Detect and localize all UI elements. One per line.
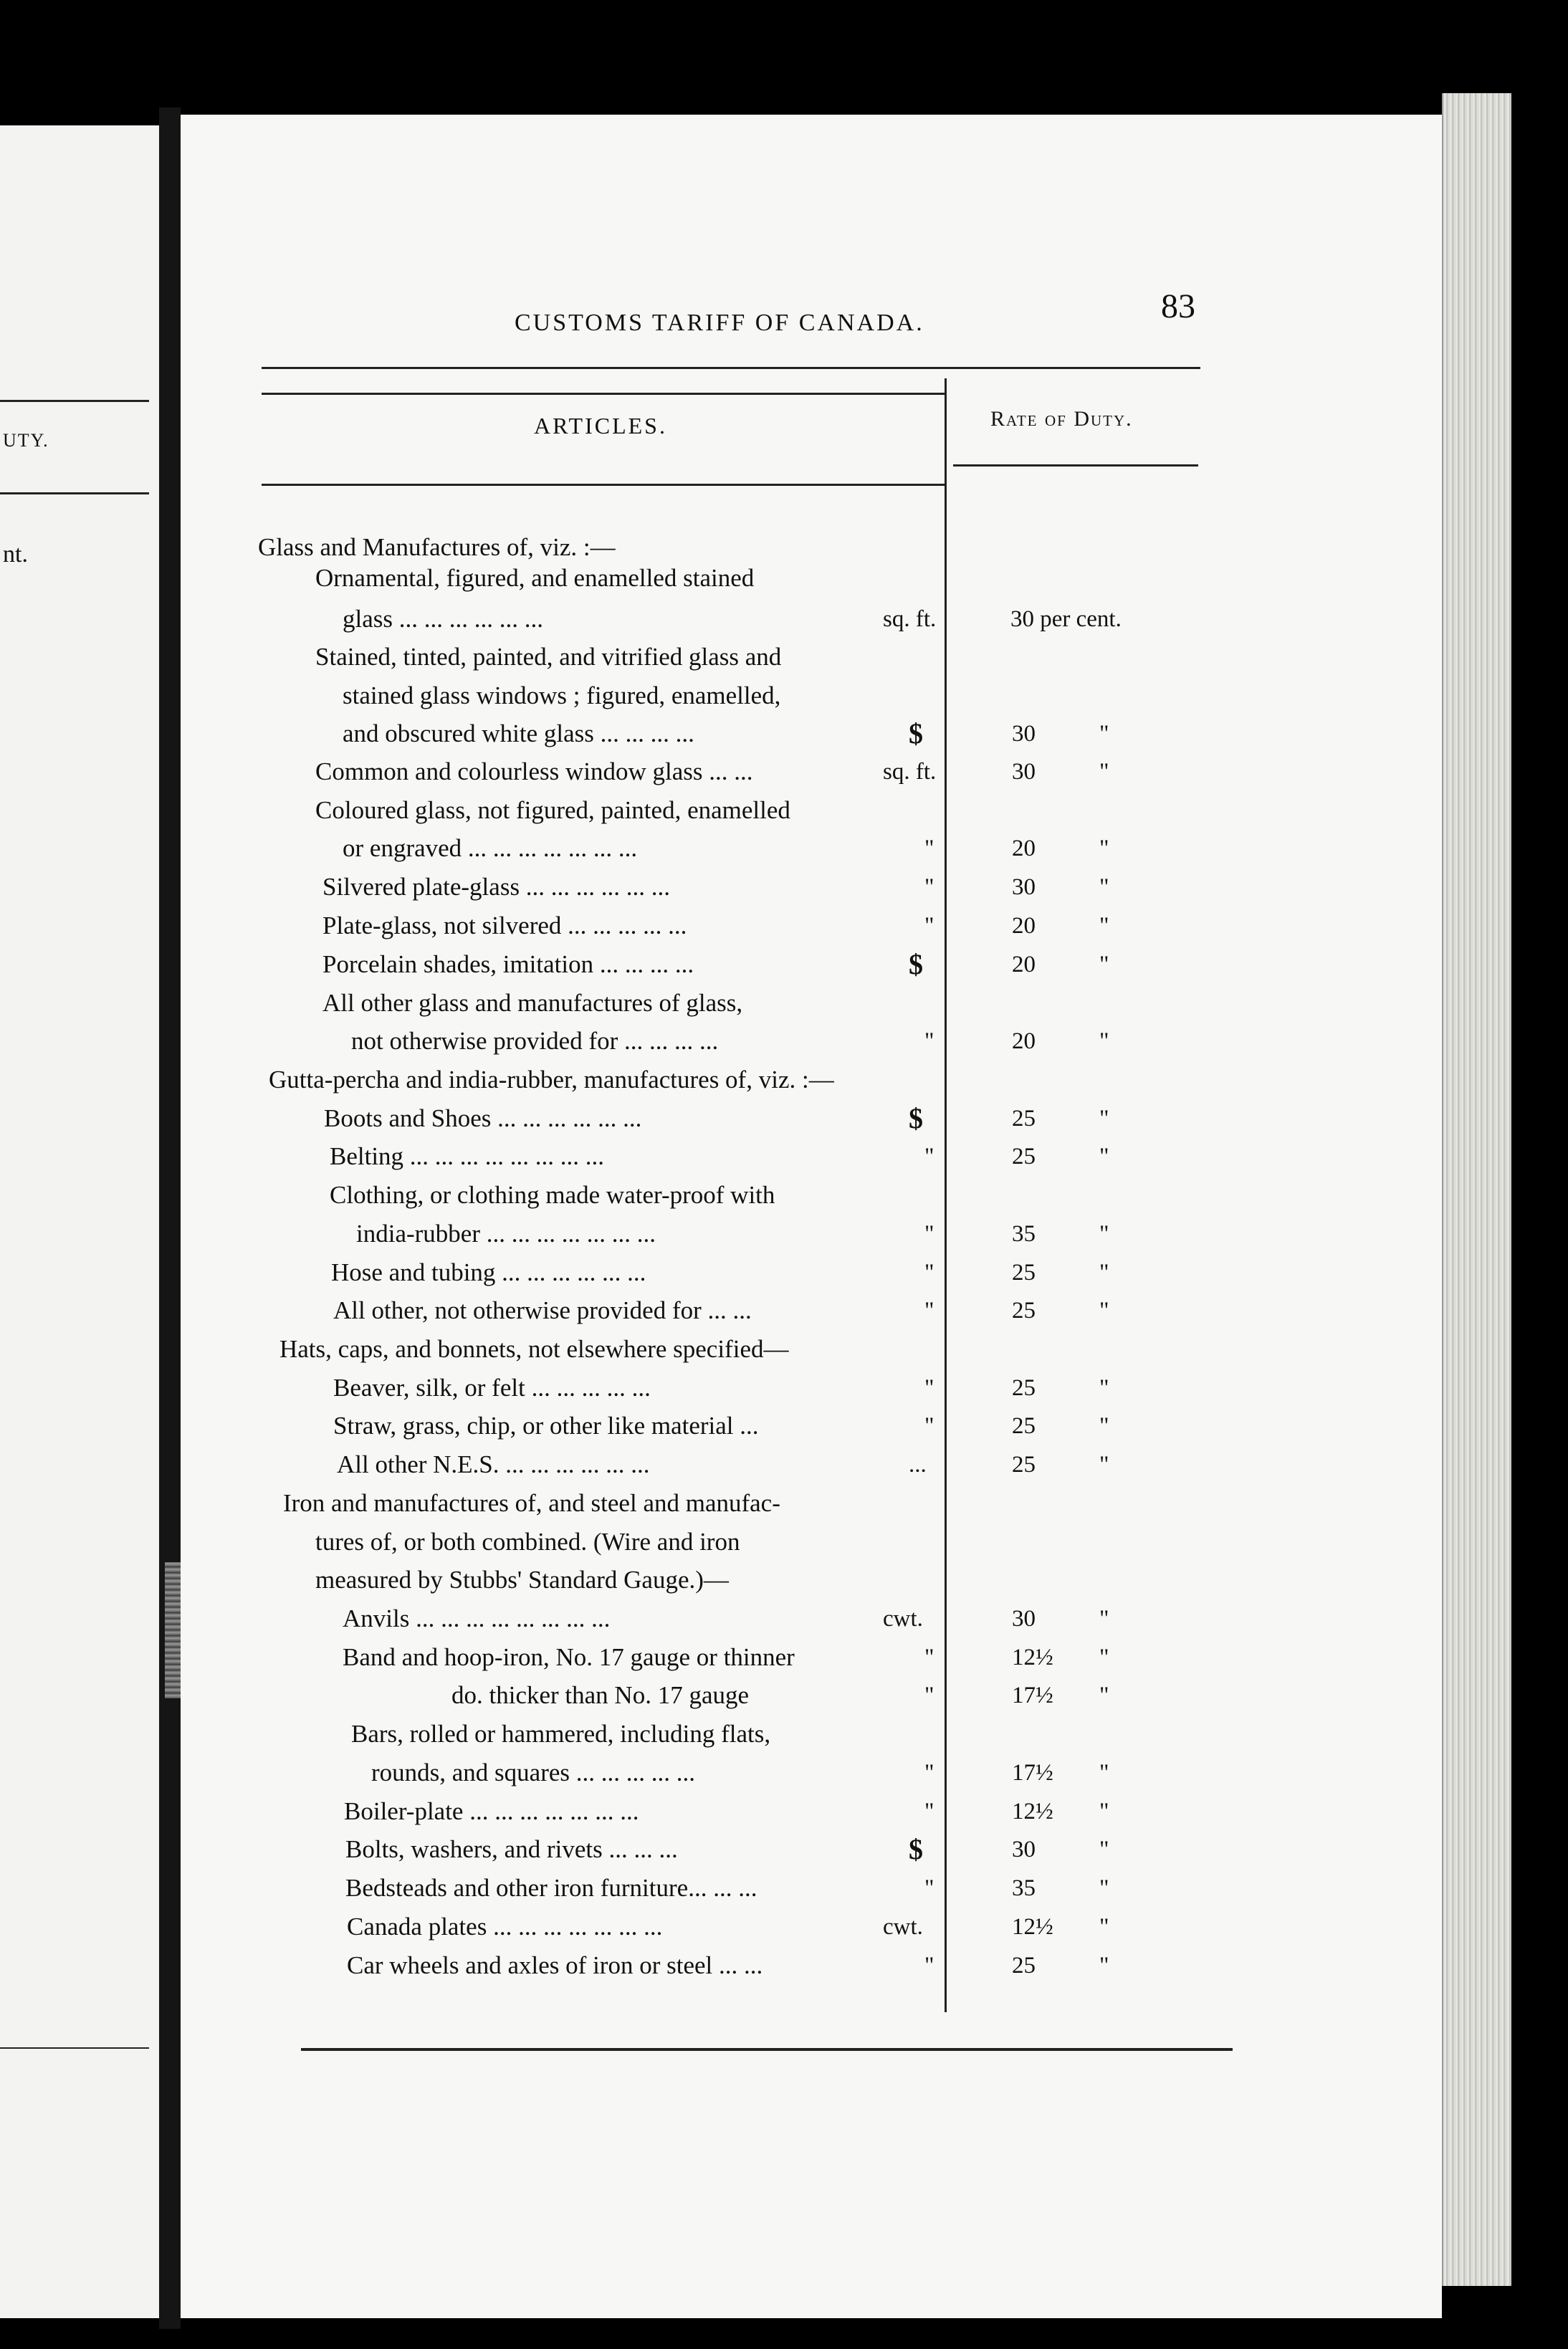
article-text: Hats, caps, and bonnets, not elsewhere specified—: [279, 1335, 789, 1363]
table-row: [0, 1371, 1218, 1407]
table-row: [0, 1640, 1218, 1676]
page-number: 83: [1161, 287, 1195, 325]
rate-cell: 25: [1012, 1375, 1036, 1401]
unit-cell: ": [924, 1413, 934, 1439]
ditto-mark: ": [1099, 1028, 1109, 1054]
unit-cell: $: [909, 1102, 923, 1134]
article-text: not otherwise provided for ... ... ... ...: [351, 1027, 719, 1055]
unit-cell: ": [924, 1221, 934, 1247]
table-row: [0, 1832, 1218, 1868]
facing-page-header-fragment: UTY.: [3, 430, 49, 451]
articles-column-header: ARTICLES.: [534, 413, 667, 439]
table-top-rule: [262, 367, 1200, 369]
rate-header-bottom-rule: [953, 464, 1198, 467]
ditto-mark: ": [1099, 1914, 1109, 1940]
ditto-mark: ": [1099, 1645, 1109, 1670]
article-text: Plate-glass, not silvered ... ... ... ... ...: [322, 912, 687, 939]
article-text: Band and hoop-iron, No. 17 gauge or thinner: [343, 1643, 795, 1671]
table-row: [0, 793, 1218, 829]
rate-cell: 20: [1012, 1028, 1036, 1054]
unit-cell: ": [924, 1144, 934, 1169]
rate-cell: 20: [1012, 836, 1036, 861]
article-text: or engraved ... ... ... ... ... ... ...: [343, 834, 638, 862]
rate-cell: 20: [1012, 913, 1036, 939]
unit-cell: $: [909, 717, 923, 750]
rate-cell: 35: [1012, 1221, 1036, 1247]
unit-cell: ": [924, 1683, 934, 1708]
ditto-mark: ": [1099, 1953, 1109, 1979]
unit-cell: ": [924, 1645, 934, 1670]
unit-cell: sq. ft.: [883, 606, 937, 632]
table-row: [0, 986, 1218, 1022]
facing-page-rule: [0, 400, 149, 402]
article-text: Iron and manufactures of, and steel and manufac-: [283, 1489, 780, 1517]
article-text: Beaver, silk, or felt ... ... ... ... ...: [333, 1374, 651, 1402]
rate-cell: 30: [1012, 1606, 1036, 1632]
unit-cell: cwt.: [883, 1914, 923, 1940]
rate-cell: 25: [1012, 1413, 1036, 1439]
rate-cell: 25: [1012, 1106, 1036, 1132]
table-row: [0, 1948, 1218, 1984]
ditto-mark: ": [1099, 1683, 1109, 1708]
table-row: [0, 1602, 1218, 1637]
table-row: [0, 755, 1218, 790]
rate-cell: 25: [1012, 1144, 1036, 1169]
table-row: [0, 947, 1218, 983]
table-row: [0, 1678, 1218, 1714]
rate-cell: 20: [1012, 952, 1036, 977]
facing-page-text-fragment: nt.: [3, 541, 28, 568]
article-text: india-rubber ... ... ... ... ... ... ...: [356, 1220, 656, 1248]
article-text: tures of, or both combined. (Wire and iron: [315, 1528, 740, 1556]
article-text: Ornamental, figured, and enamelled stained: [315, 564, 755, 592]
table-row: [0, 1871, 1218, 1907]
facing-page-rule: [0, 492, 149, 494]
facing-page-rule: [0, 2047, 149, 2049]
ditto-mark: ": [1099, 1375, 1109, 1401]
table-row: [0, 1448, 1218, 1483]
article-text: Bars, rolled or hammered, including flats,: [351, 1720, 771, 1748]
table-row: [0, 1139, 1218, 1175]
article-text: All other N.E.S. ... ... ... ... ... ...: [337, 1450, 650, 1478]
table-row: [0, 1525, 1218, 1561]
article-text: Porcelain shades, imitation ... ... ... ...: [322, 950, 694, 978]
article-text: Gutta-percha and india-rubber, manufactures of, viz. :—: [269, 1066, 834, 1094]
rate-cell: 12½: [1012, 1645, 1053, 1670]
table-row: [0, 1486, 1218, 1522]
ditto-mark: ": [1099, 1260, 1109, 1286]
table-row: [0, 1293, 1218, 1329]
ditto-mark: ": [1099, 721, 1109, 747]
article-text: measured by Stubbs' Standard Gauge.)—: [315, 1566, 729, 1594]
unit-cell: $: [909, 948, 923, 980]
ditto-mark: ": [1099, 1413, 1109, 1439]
rate-cell: 30: [1012, 759, 1036, 785]
article-text: Belting ... ... ... ... ... ... ... ...: [330, 1142, 605, 1170]
ditto-mark: ": [1099, 1298, 1109, 1324]
rate-cell: 30: [1012, 1837, 1036, 1862]
article-text: Bedsteads and other iron furniture... ... ...: [345, 1874, 757, 1902]
table-header-bottom-rule: [262, 484, 946, 486]
article-text: rounds, and squares ... ... ... ... ...: [371, 1759, 696, 1786]
unit-cell: ": [924, 913, 934, 939]
rate-cell: 25: [1012, 1452, 1036, 1478]
table-row: [0, 640, 1218, 676]
article-text: Coloured glass, not figured, painted, enamelled: [315, 796, 790, 824]
article-text: Boiler-plate ... ... ... ... ... ... ...: [344, 1797, 639, 1825]
article-text: All other, not otherwise provided for ... ...: [333, 1296, 752, 1324]
article-text: Straw, grass, chip, or other like material ...: [333, 1412, 759, 1440]
rate-cell: 35: [1012, 1875, 1036, 1901]
page-edges: [1442, 93, 1511, 2286]
ditto-mark: ": [1099, 759, 1109, 785]
table-row: [0, 1063, 1218, 1099]
table-row: [0, 1332, 1218, 1368]
unit-cell: $: [909, 1833, 923, 1865]
unit-cell: cwt.: [883, 1606, 923, 1632]
rate-cell: 25: [1012, 1260, 1036, 1286]
rate-cell: 30: [1012, 874, 1036, 900]
article-text: Clothing, or clothing made water-proof with: [330, 1181, 775, 1209]
article-text: All other glass and manufactures of glass,: [322, 989, 743, 1017]
article-text: Hose and tubing ... ... ... ... ... ...: [331, 1258, 646, 1286]
table-row: [0, 909, 1218, 944]
table-row: [0, 870, 1218, 906]
article-text: and obscured white glass ... ... ... ...: [343, 719, 694, 747]
article-text: Bolts, washers, and rivets ... ... ...: [345, 1835, 678, 1863]
unit-cell: ": [924, 874, 934, 900]
article-text: Boots and Shoes ... ... ... ... ... ...: [324, 1104, 642, 1132]
ditto-mark: ": [1099, 1144, 1109, 1169]
article-text: Anvils ... ... ... ... ... ... ... ...: [343, 1604, 611, 1632]
ditto-mark: ": [1099, 913, 1109, 939]
rate-cell: 30 per cent.: [1010, 606, 1122, 632]
unit-cell: ": [924, 1760, 934, 1786]
table-row: [0, 1101, 1218, 1137]
table-row: [0, 1756, 1218, 1791]
unit-cell: ...: [909, 1452, 927, 1478]
unit-cell: ": [924, 1953, 934, 1979]
table-row: [0, 1217, 1218, 1253]
table-row: [0, 1717, 1218, 1753]
article-text: stained glass windows ; figured, enamelled,: [343, 681, 781, 709]
ditto-mark: ": [1099, 1875, 1109, 1901]
article-text: Stained, tinted, painted, and vitrified glass and: [315, 643, 782, 671]
ditto-mark: ": [1099, 1106, 1109, 1132]
ditto-mark: ": [1099, 1837, 1109, 1862]
table-row: [0, 1255, 1218, 1291]
table-row: [0, 717, 1218, 752]
rate-cell: 25: [1012, 1953, 1036, 1979]
table-row: [0, 1178, 1218, 1214]
rate-column-header: Rate of Duty.: [990, 407, 1133, 431]
unit-cell: ": [924, 1875, 934, 1901]
table-row: [0, 1024, 1218, 1060]
article-text: do. thicker than No. 17 gauge: [451, 1681, 750, 1709]
article-text: Common and colourless window glass ... ...: [315, 757, 753, 785]
table-row: [0, 1794, 1218, 1830]
unit-cell: ": [924, 1028, 934, 1054]
running-head: CUSTOMS TARIFF OF CANADA.: [515, 310, 924, 336]
article-text: Car wheels and axles of iron or steel ... ...: [347, 1951, 763, 1979]
table-row: [0, 1409, 1218, 1445]
rate-cell: 12½: [1012, 1799, 1053, 1824]
unit-cell: sq. ft.: [883, 759, 937, 785]
table-row: [0, 1563, 1218, 1599]
ditto-mark: ": [1099, 836, 1109, 861]
rate-cell: 12½: [1012, 1914, 1053, 1940]
ditto-mark: ": [1099, 1221, 1109, 1247]
table-row: [0, 831, 1218, 867]
ditto-mark: ": [1099, 952, 1109, 977]
table-row: [0, 602, 1218, 638]
table-bottom-rule: [301, 2048, 1233, 2051]
unit-cell: ": [924, 1375, 934, 1401]
unit-cell: ": [924, 1260, 934, 1286]
ditto-mark: ": [1099, 1606, 1109, 1632]
unit-cell: ": [924, 1799, 934, 1824]
table-row: [0, 679, 1218, 714]
ditto-mark: ": [1099, 1760, 1109, 1786]
table-row: [0, 561, 1218, 597]
ditto-mark: ": [1099, 874, 1109, 900]
table-header-rule: [262, 393, 946, 395]
ditto-mark: ": [1099, 1799, 1109, 1824]
article-text: Canada plates ... ... ... ... ... ... ...: [347, 1913, 663, 1941]
ditto-mark: ": [1099, 1452, 1109, 1478]
article-text: Glass and Manufactures of, viz. :—: [258, 533, 616, 561]
unit-cell: ": [924, 836, 934, 861]
rate-cell: 25: [1012, 1298, 1036, 1324]
table-row: [0, 1910, 1218, 1946]
rate-cell: 17½: [1012, 1760, 1053, 1786]
rate-cell: 30: [1012, 721, 1036, 747]
rate-cell: 17½: [1012, 1683, 1053, 1708]
article-text: glass ... ... ... ... ... ...: [343, 605, 543, 633]
unit-cell: ": [924, 1298, 934, 1324]
article-text: Silvered plate-glass ... ... ... ... ... ...: [322, 873, 671, 901]
